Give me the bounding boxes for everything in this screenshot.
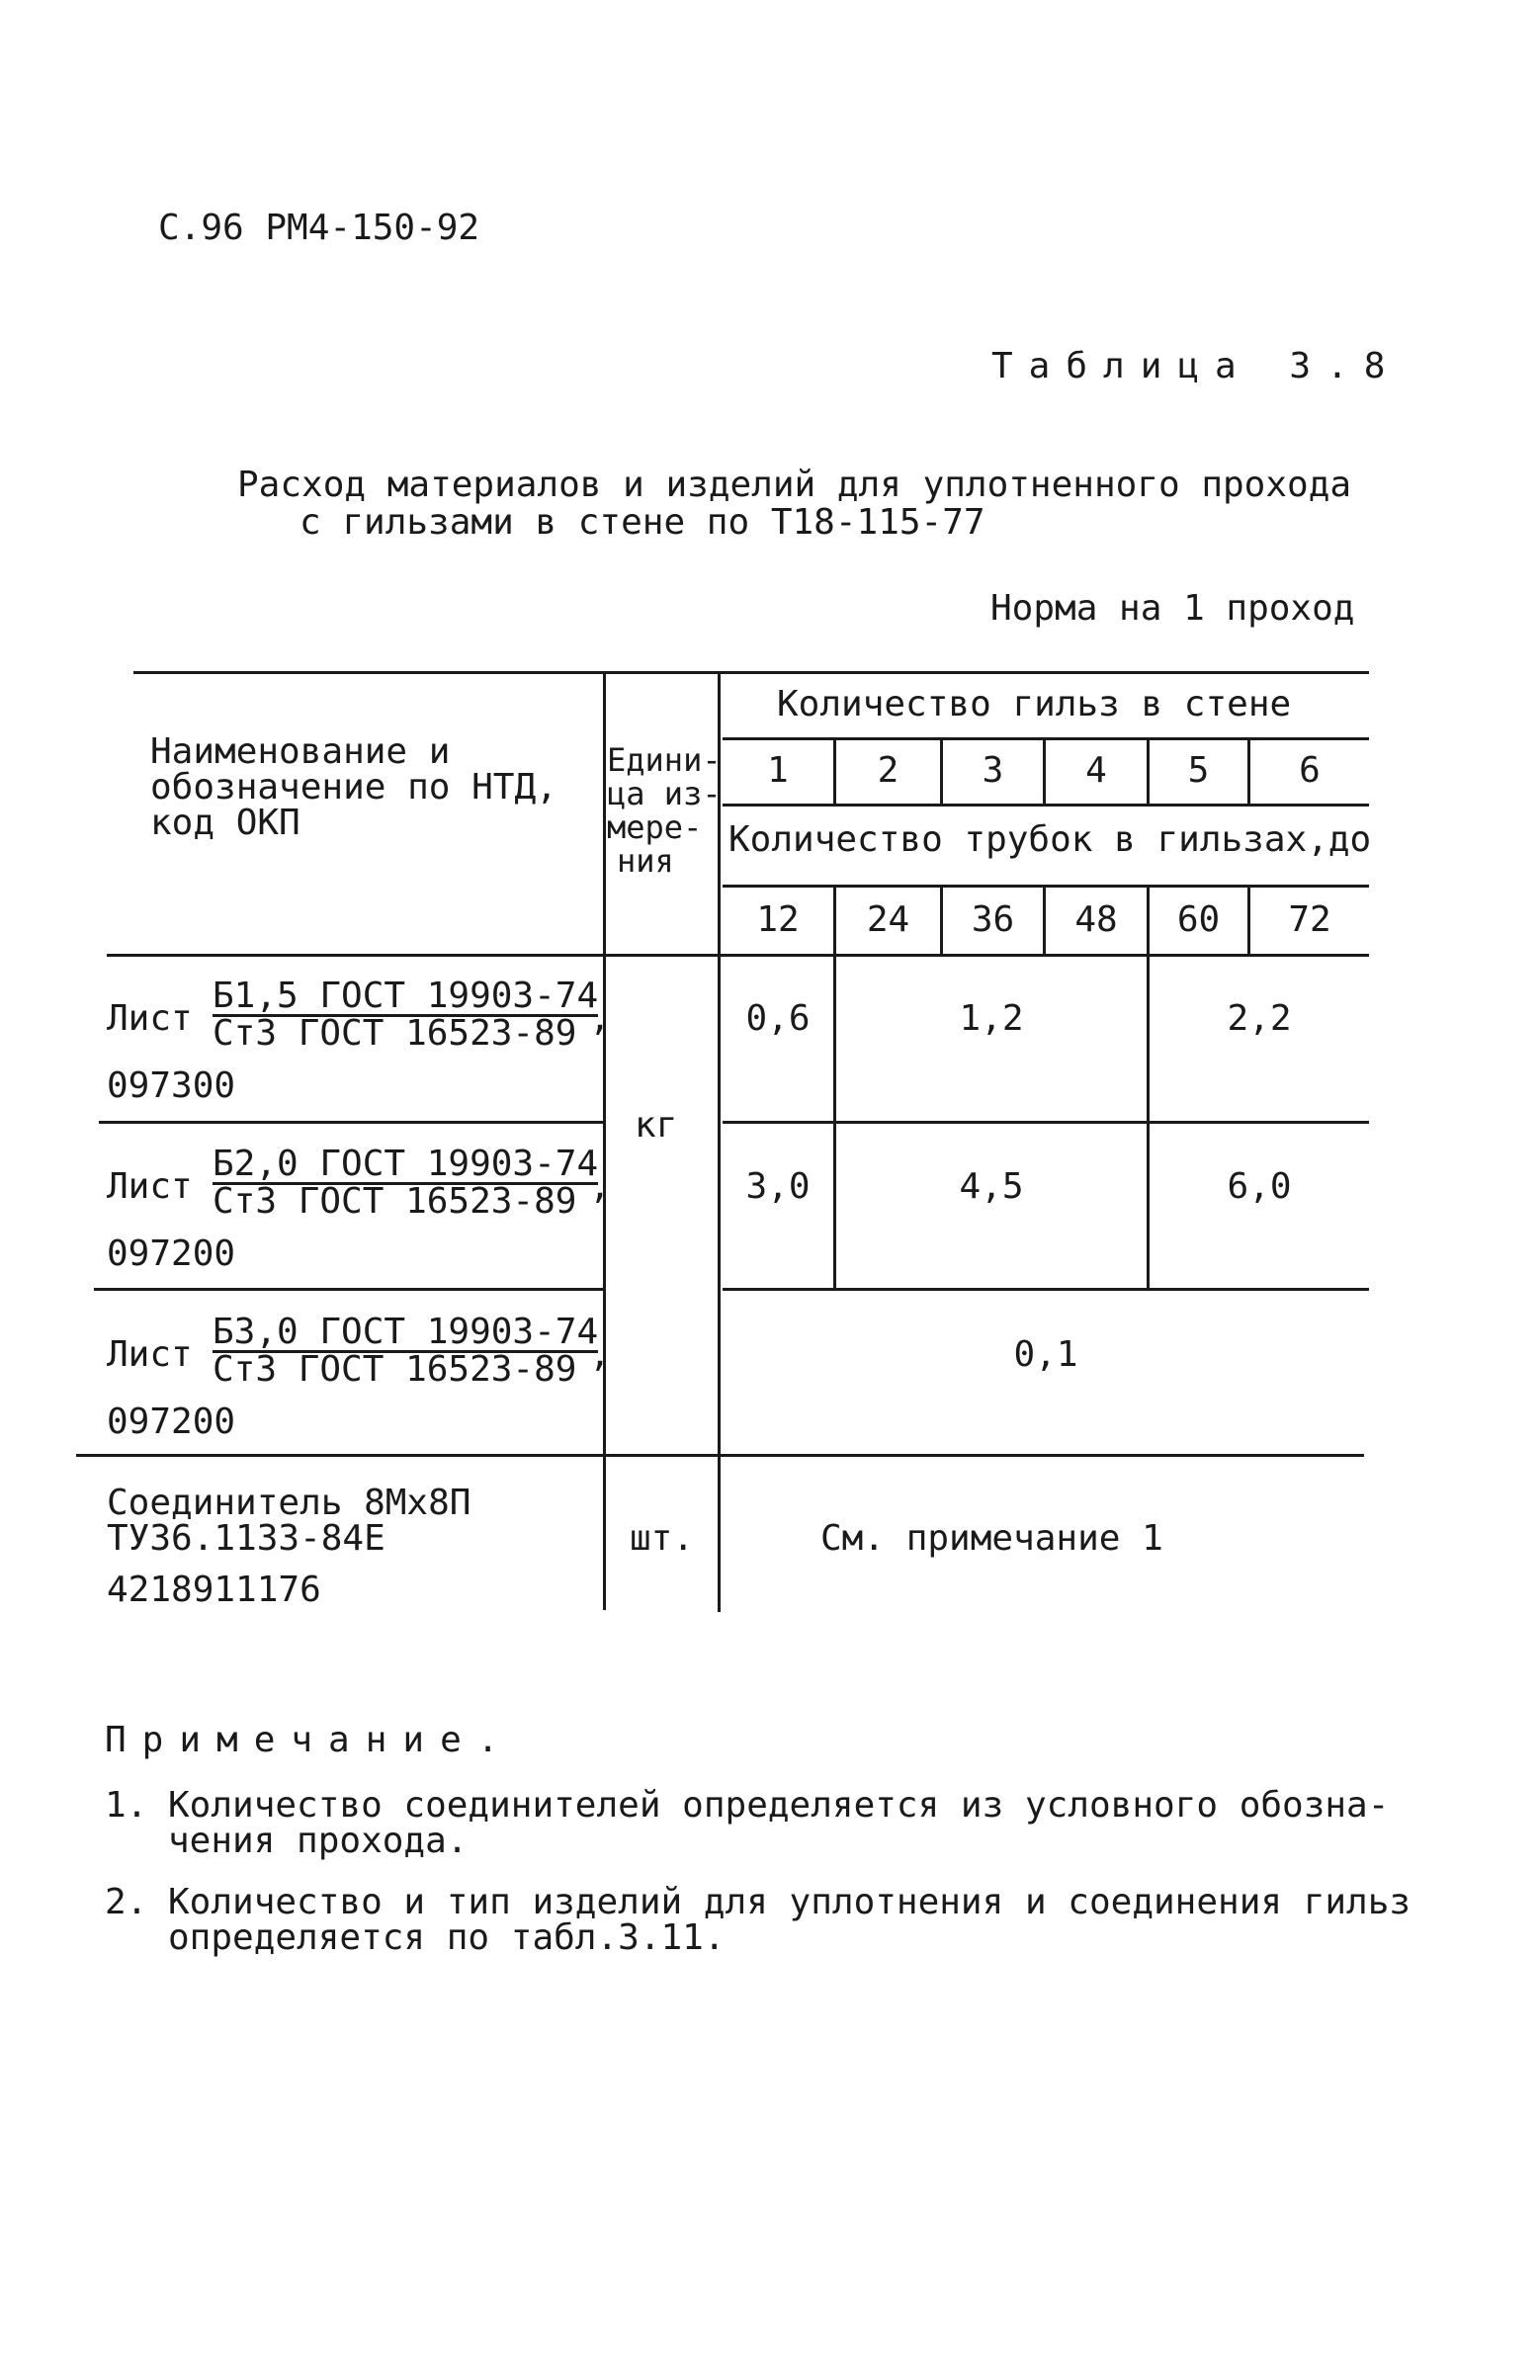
value-sleeve-5-6: 6,0 xyxy=(1227,1166,1292,1207)
tubes-header-rule xyxy=(723,885,1369,888)
value-sleeve-1: 3,0 xyxy=(745,1166,811,1207)
value-sleeve-2-4: 1,2 xyxy=(959,998,1024,1039)
col-name-header-line1: Наименование и xyxy=(150,731,451,772)
col-unit-header-line2: ца из- xyxy=(607,775,722,812)
row-comma: , xyxy=(589,1166,611,1207)
tube-count-5: 60 xyxy=(1176,899,1221,940)
sleeve-count-3: 3 xyxy=(982,750,1004,791)
col-name-header-line3: код ОКП xyxy=(150,803,300,843)
norm-label: Норма на 1 проход xyxy=(990,588,1355,629)
designation-denominator: Ст3 ГОСТ 16523-89 xyxy=(213,1181,577,1222)
header-bottom-rule xyxy=(107,954,1369,957)
value-sleeve-2-4: 4,5 xyxy=(959,1166,1024,1207)
value-all-sleeves: 0,1 xyxy=(1013,1334,1078,1375)
row-code: 097200 xyxy=(107,1402,236,1442)
designation-denominator: Ст3 ГОСТ 16523-89 xyxy=(213,1013,577,1054)
table-label: Таблица 3.8 xyxy=(991,346,1402,386)
row-comma: , xyxy=(589,998,611,1039)
tubes-header: Количество трубок в гильзах,до xyxy=(728,819,1372,860)
row-code: 097200 xyxy=(107,1233,236,1274)
row-prefix: Лист xyxy=(107,998,193,1039)
row-designation xyxy=(213,1144,599,1222)
note-2-line2: определяется по табл.3.11. xyxy=(168,1917,726,1958)
table-title-line2: с гильзами в стене по Т18-115-77 xyxy=(299,502,985,543)
row-prefix: Лист xyxy=(107,1166,193,1207)
row-designation xyxy=(213,1312,599,1390)
row1-rule-left xyxy=(99,1121,603,1124)
tube-count-6: 72 xyxy=(1288,899,1331,940)
sleeve-count-4: 4 xyxy=(1085,750,1107,791)
designation-numerator: Б3,0 ГОСТ 19903-74 xyxy=(213,1312,599,1352)
designation-numerator: Б2,0 ГОСТ 19903-74 xyxy=(213,1144,599,1184)
col-unit-header-line1: Едини- xyxy=(607,741,722,779)
row-comma: , xyxy=(589,1334,611,1375)
connector-name-line2: ТУ36.1133-84Е xyxy=(107,1518,385,1559)
tube-count-4: 48 xyxy=(1074,899,1118,940)
unit-kg: кг xyxy=(635,1105,678,1146)
designation-numerator: Б1,5 ГОСТ 19903-74 xyxy=(213,976,599,1016)
value-sleeve-5-6: 2,2 xyxy=(1227,998,1292,1039)
designation-denominator: Ст3 ГОСТ 16523-89 xyxy=(213,1349,577,1390)
table-title-line1: Расход материалов и изделий для уплотненного прохода xyxy=(237,465,1352,505)
unit-pieces: шт. xyxy=(629,1518,695,1559)
tube-count-2: 24 xyxy=(866,899,910,940)
note-2-number: 2. xyxy=(105,1882,148,1922)
sleeve-count-6: 6 xyxy=(1299,750,1321,791)
notes-title: Примечание. xyxy=(105,1720,515,1760)
value-sleeve-1: 0,6 xyxy=(745,998,811,1039)
col-unit-header-line3: мере- xyxy=(607,808,703,846)
connector-name-line1: Соединитель 8Мх8П xyxy=(107,1483,471,1523)
connector-value: См. примечание 1 xyxy=(820,1518,1163,1559)
tube-count-1: 12 xyxy=(756,899,800,940)
tube-divider-4 xyxy=(1147,885,1150,1288)
sleeves-row-rule xyxy=(723,804,1369,807)
note-1-line1: Количество соединителей определяется из условного обозна- xyxy=(168,1785,1390,1826)
row-code: 097300 xyxy=(107,1065,236,1106)
note-1-number: 1. xyxy=(105,1785,148,1826)
page-reference: С.96 РМ4-150-92 xyxy=(158,208,480,248)
sleeves-header: Количество гильз в стене xyxy=(777,684,1292,724)
sleeve-count-5: 5 xyxy=(1187,750,1210,791)
note-1-line2: чения прохода. xyxy=(168,1821,469,1861)
row2-rule-right xyxy=(723,1288,1369,1291)
tube-count-3: 36 xyxy=(971,899,1015,940)
table-top-rule xyxy=(133,671,1369,674)
connector-code: 4218911176 xyxy=(107,1570,321,1610)
sleeve-count-1: 1 xyxy=(767,750,789,791)
sleeve-count-2: 2 xyxy=(877,750,899,791)
tube-divider-1 xyxy=(833,885,836,1288)
col-unit-header-line4: ния xyxy=(617,842,674,880)
row-designation xyxy=(213,976,599,1054)
row1-rule-right xyxy=(723,1121,1369,1124)
row-prefix: Лист xyxy=(107,1334,193,1375)
name-col-divider xyxy=(603,671,606,1610)
note-2-line1: Количество и тип изделий для уплотнения и соединения гильз xyxy=(168,1882,1412,1922)
row2-rule-left xyxy=(94,1288,603,1291)
sleeves-header-rule xyxy=(723,737,1369,740)
col-name-header-line2: обозначение по НТД, xyxy=(150,767,557,808)
